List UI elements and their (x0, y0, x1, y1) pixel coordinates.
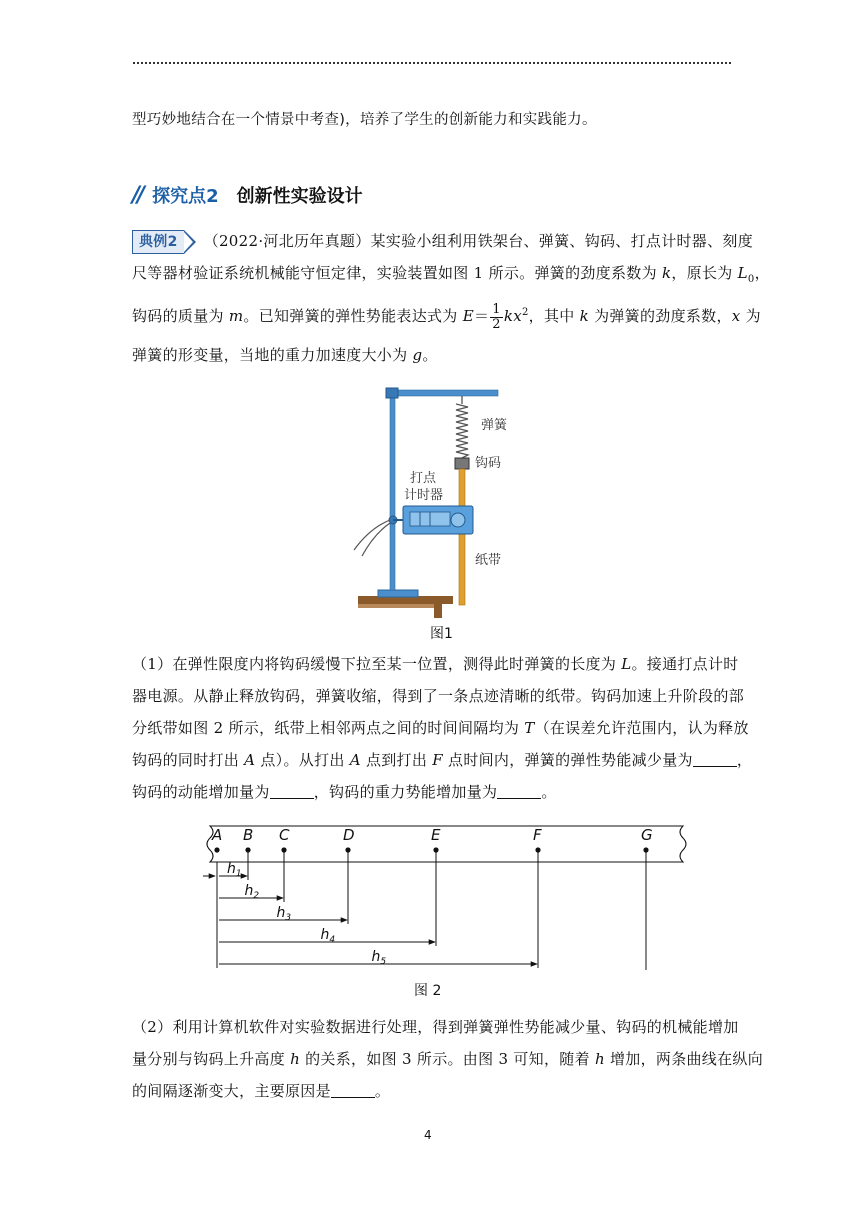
q1-line-3: 分纸带如图 2 所示，纸带上相邻两点之间的时间间隔均为 T（在误差允许范围内，认为释放 (132, 719, 749, 737)
measure-label: $h_3$ (276, 905, 292, 923)
label-weight: 钩码 (475, 456, 502, 471)
q1-line-2: 器电源。从静止释放钩码，弹簧收缩，得到了一条点迹清晰的纸带。钩码加速上升阶段的部 (132, 687, 745, 705)
label-tape: 纸带 (475, 553, 502, 568)
tape-point-label: B (243, 826, 254, 844)
example-tag: 典例2 (132, 230, 184, 254)
q1-line-1: （1）在弹性限度内将钩码缓慢下拉至某一位置，测得此时弹簧的长度为 L。接通打点计时 (132, 655, 739, 673)
tape-point-label: E (431, 826, 441, 844)
example-line-2: 尺等器材验证系统机械能守恒定律，实验装置如图 1 所示。弹簧的劲度系数为 k，原长为 $L_0$， (132, 264, 770, 285)
stand-base (378, 590, 418, 597)
tape-dot (214, 847, 219, 852)
section-heading (132, 180, 363, 210)
table-leg (434, 604, 442, 618)
tape-point-label: C (279, 826, 290, 844)
example-line-4: 弹簧的形变量，当地的重力加速度大小为 g。 (132, 346, 438, 364)
section-slash-icon: // (132, 182, 143, 208)
label-timer-1: 打点 (410, 471, 437, 486)
section-label: 探究点2 (152, 186, 219, 207)
label-timer-2: 计时器 (404, 488, 444, 503)
answer-blank-gravitational-pe[interactable] (497, 782, 541, 799)
measure-label: $h_4$ (320, 927, 336, 945)
measure-label: $h_5$ (371, 949, 387, 967)
tape-point-label: A (212, 826, 223, 844)
measure-label: $h_2$ (244, 883, 260, 901)
power-wire (354, 520, 390, 550)
q2-line-2: 量分别与钩码上升高度 h 的关系，如图 3 所示。由图 3 可知，随着 h 增加，两条曲线在纵向 (132, 1050, 763, 1068)
q1-line-5: 钩码的动能增加量为 ，钩码的重力势能增加量为 。 (132, 783, 557, 801)
figure-2-caption: 图 2 (414, 983, 442, 999)
label-spring: 弹簧 (481, 418, 508, 433)
q1-line-4: 钩码的同时打出 A 点）。从打出 A 点到打出 F 点时间内，弹簧的弹性势能减少量为 ， (132, 751, 753, 769)
q2-line-1: （2）利用计算机软件对实验数据进行处理，得到弹簧弹性势能减少量、钩码的机械能增加 (132, 1018, 739, 1036)
tape-point-label: F (533, 826, 542, 844)
header-rule (133, 62, 731, 64)
example-line-3: 钩码的质量为 m。已知弹簧的弹性势能表达式为 E＝ $\frac{1}{2}$ $kx^2$，其中 k 为弹簧的劲度系数，x 为 (132, 301, 761, 332)
paper-tape (459, 469, 465, 605)
tape-point-label: G (641, 826, 653, 844)
tape-point-label: D (343, 826, 355, 844)
figure-2-paper-tape (195, 822, 695, 970)
measure-label: $h_1$ (227, 861, 242, 879)
spring (456, 396, 468, 468)
answer-blank-reason[interactable] (331, 1081, 375, 1098)
intro-text: 型巧妙地结合在一个情景中考查)，培养了学生的创新能力和实践能力。 (132, 112, 597, 128)
stand-arm (392, 390, 498, 396)
example-line-1: 典例2 （2022·河北历年真题）某实验小组利用铁架台、弹簧、钩码、打点计时器、刻度 (132, 226, 732, 256)
answer-blank-elastic-pe[interactable] (693, 750, 737, 767)
stand-rod (390, 390, 395, 590)
page-number: 4 (424, 1128, 432, 1142)
figure-1-caption: 图1 (430, 626, 453, 642)
q2-line-3: 的间隔逐渐变大，主要原因是 。 (132, 1082, 391, 1100)
section-title: 创新性实验设计 (236, 186, 363, 207)
weight-block (455, 458, 469, 469)
fraction-half: $\frac{1}{2}$ (492, 301, 501, 332)
answer-blank-kinetic-energy[interactable] (270, 782, 314, 799)
figure-1-apparatus (340, 378, 540, 628)
